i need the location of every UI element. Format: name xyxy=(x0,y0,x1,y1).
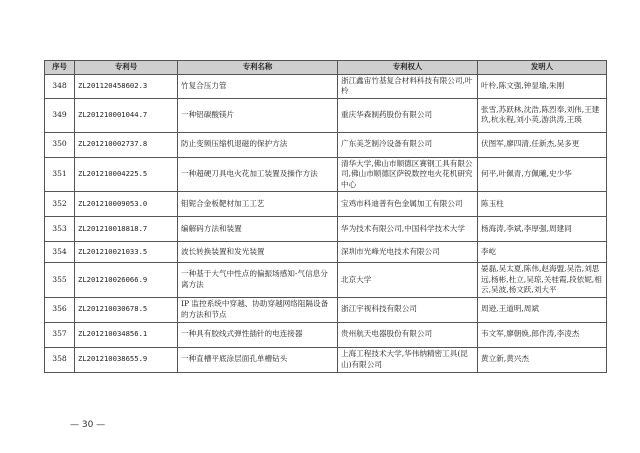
table-header-row xyxy=(45,61,607,75)
cell-seq: 348 xyxy=(45,74,75,98)
cell-seq: 354 xyxy=(45,242,75,263)
cell-patent-name: 波长转换装置和发光装置 xyxy=(178,242,338,263)
cell-patent-name: 一种直槽平底涂层面孔单槽钻头 xyxy=(178,347,338,372)
cell-inventors: 陈玉柱 xyxy=(478,192,607,217)
cell-patent-name: IP 监控系统中穿越、协助穿越网络阻隔设备的方法和节点 xyxy=(178,297,338,322)
patent-table xyxy=(44,60,607,373)
cell-patent-number: ZL201210030678.5 xyxy=(75,297,178,322)
table-row xyxy=(45,322,607,347)
cell-patent-holder: 广东美芝制冷设备有限公司 xyxy=(338,132,478,157)
table-row xyxy=(45,98,607,132)
cell-inventors: 韦文军,廖朝焕,郎作涛,李凌杰 xyxy=(478,322,607,347)
header-patent-name: 专利名称 xyxy=(178,61,338,75)
table-row xyxy=(45,297,607,322)
cell-seq: 350 xyxy=(45,132,75,157)
cell-seq: 351 xyxy=(45,157,75,192)
table-row xyxy=(45,347,607,372)
cell-inventors: 伏图军,廖四清,任新杰,吴多更 xyxy=(478,132,607,157)
cell-patent-number: ZL201210004225.5 xyxy=(75,157,178,192)
table-row xyxy=(45,192,607,217)
cell-patent-name: 防止变频压缩机退磁的保护方法 xyxy=(178,132,338,157)
cell-patent-number: ZL201210026066.9 xyxy=(75,263,178,298)
cell-seq: 355 xyxy=(45,263,75,298)
cell-inventors: 张雪,苏跃林,沈浩,陈烈奉,刘伟,王建玖,杭永程,刘小英,游洪涛,王瑛 xyxy=(478,98,607,132)
cell-patent-number: ZL201120458602.3 xyxy=(75,74,178,98)
table-row xyxy=(45,217,607,242)
cell-inventors: 杨海涛,李斌,李厚强,周建同 xyxy=(478,217,607,242)
header-inventor: 发明人 xyxy=(478,61,607,75)
cell-inventors: 李屹 xyxy=(478,242,607,263)
cell-patent-holder: 贵州航天电器股份有限公司 xyxy=(338,322,478,347)
cell-patent-name: 钼铌合金板靶材加工工艺 xyxy=(178,192,338,217)
cell-patent-number: ZL201210009053.0 xyxy=(75,192,178,217)
cell-patent-holder: 清华大学,佛山市顺德区赛钢工具有限公司,佛山市顺德区萨锐数控电火花机研究中心 xyxy=(338,157,478,192)
cell-inventors: 何平,叶佩青,方佩曦,史少华 xyxy=(478,157,607,192)
cell-patent-number: ZL201210038655.9 xyxy=(75,347,178,372)
cell-patent-number: ZL201210002737.8 xyxy=(75,132,178,157)
cell-patent-holder: 北京大学 xyxy=(338,263,478,298)
cell-patent-number: ZL201210001044.7 xyxy=(75,98,178,132)
table-row xyxy=(45,157,607,192)
cell-seq: 349 xyxy=(45,98,75,132)
cell-seq: 353 xyxy=(45,217,75,242)
cell-patent-number: ZL201210034856.1 xyxy=(75,322,178,347)
header-seq: 序号 xyxy=(45,61,75,75)
cell-inventors: 晏磊,吴太夏,陈伟,赵海盟,吴浩,刘思远,杨彬,杜立,吴琼,关桂霞,段依妮,相云,吴波,杨文跃,刘大平 xyxy=(478,263,607,298)
cell-patent-name: 编解码方法和装置 xyxy=(178,217,338,242)
cell-patent-number: ZL201210018818.7 xyxy=(75,217,178,242)
cell-patent-name: 一种基于大气中性点的偏振场感知-气信息分离方法 xyxy=(178,263,338,298)
table-row xyxy=(45,263,607,298)
cell-patent-holder: 浙江宇视科技有限公司 xyxy=(338,297,478,322)
table-row xyxy=(45,74,607,98)
cell-patent-name: 竹复合压力管 xyxy=(178,74,338,98)
cell-patent-holder: 华为技术有限公司,中国科学技术大学 xyxy=(338,217,478,242)
cell-patent-holder: 宝鸡市科迪普有色金属加工有限公司 xyxy=(338,192,478,217)
page-number: — 30 — xyxy=(70,420,106,430)
cell-patent-holder: 浙江鑫宙竹基复合材料科技有限公司,叶柃 xyxy=(338,74,478,98)
cell-patent-holder: 重庆华森制药股份有限公司 xyxy=(338,98,478,132)
cell-inventors: 黄立新,黄兴杰 xyxy=(478,347,607,372)
cell-inventors: 周逊,王道明,周斌 xyxy=(478,297,607,322)
cell-patent-holder: 上海工程技术大学,华伟纳精密工具(昆山)有限公司 xyxy=(338,347,478,372)
cell-seq: 358 xyxy=(45,347,75,372)
table-row xyxy=(45,132,607,157)
cell-patent-number: ZL201210021033.5 xyxy=(75,242,178,263)
header-patent-number: 专利号 xyxy=(75,61,178,75)
cell-patent-holder: 深圳市光峰光电技术有限公司 xyxy=(338,242,478,263)
cell-patent-name: 一种超硬刀具电火花加工装置及操作方法 xyxy=(178,157,338,192)
cell-patent-name: 一种具有胶线式弹性插针的电连接器 xyxy=(178,322,338,347)
cell-seq: 357 xyxy=(45,322,75,347)
header-patent-holder: 专利权人 xyxy=(338,61,478,75)
cell-patent-name: 一种铝碳酸镁片 xyxy=(178,98,338,132)
table-row xyxy=(45,242,607,263)
cell-inventors: 叶柃,陈文强,钟显瑜,朱刚 xyxy=(478,74,607,98)
cell-seq: 356 xyxy=(45,297,75,322)
cell-seq: 352 xyxy=(45,192,75,217)
